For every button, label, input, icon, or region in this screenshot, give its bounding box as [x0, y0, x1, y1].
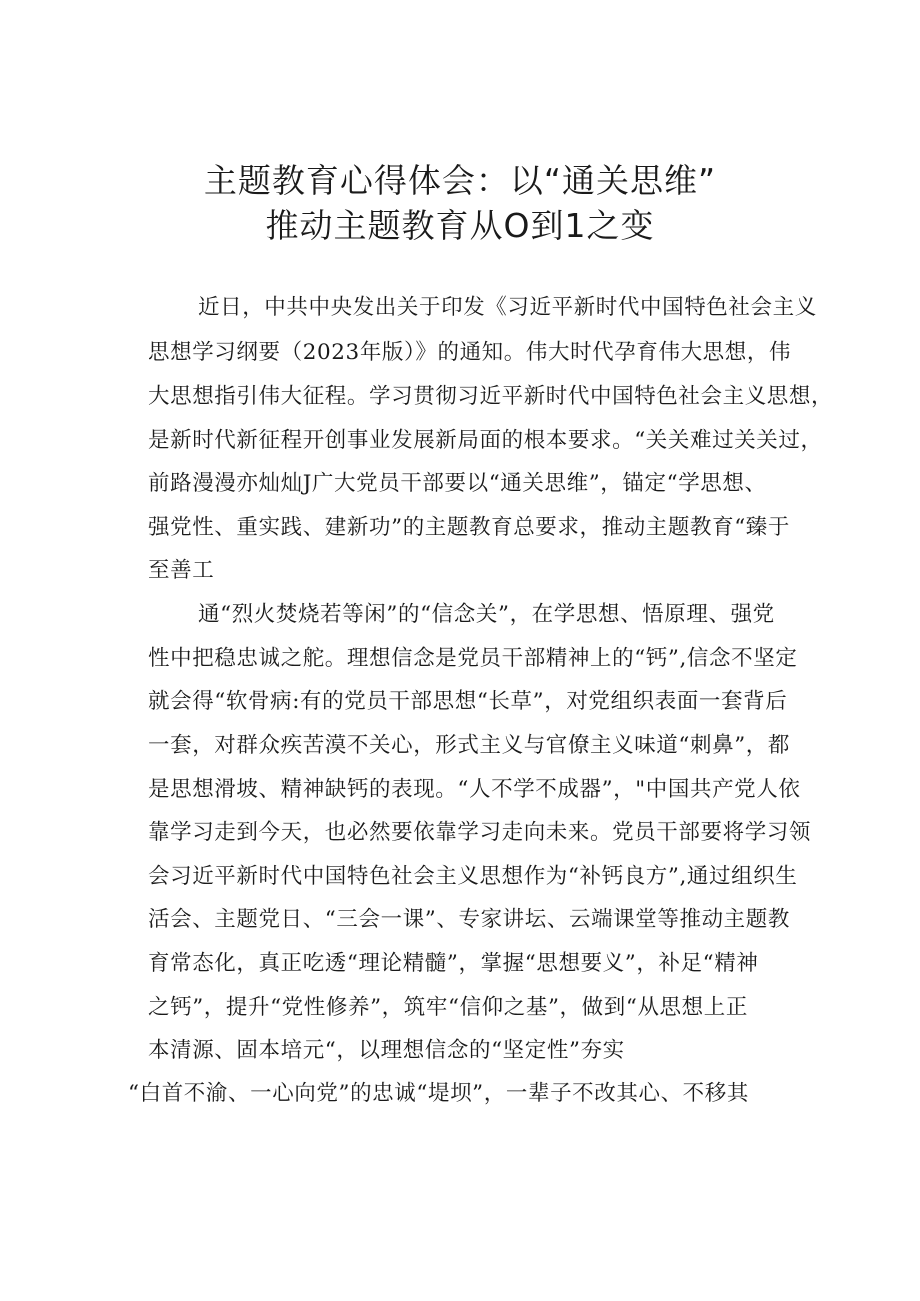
body-line: 活会、主题党日、“三会一课”、专家讲坛、云端课堂等推动主题教: [148, 907, 790, 932]
body-line: “白首不渝、一心向党”的忠诚“堤坝”，一辈子不改其心、不移其: [128, 1081, 749, 1106]
body-line: 之钙”，提升“党性修养”，筑牢“信仰之基”，做到“从思想上正: [148, 995, 748, 1020]
body-line: 是新时代新征程开创事业发展新局面的根本要求。“关关难过关关过，: [148, 428, 823, 453]
body-line: 至善工: [148, 558, 215, 583]
body-line: 近日，中共中央发出关于印发《习近平新时代中国特色社会主义: [198, 295, 817, 320]
document-title-line-2: 推动主题教育从O到1之变: [265, 206, 655, 245]
body-line: 育常态化，真正吃透“理论精髓”，掌握“思想要义”，补足“精神: [148, 951, 759, 976]
body-line: 本清源、固本培元“，以理想信念的“坚定性”夯实: [148, 1038, 625, 1063]
body-line: 一套，对群众疾苦漠不关心，形式主义与官僚主义味道“刺鼻”，都: [148, 733, 790, 758]
body-line: 性中把稳忠诚之舵。理想信念是党员干部精神上的“钙”,信念不坚定: [148, 646, 798, 671]
body-line: 靠学习走到今天，也必然要依靠学习走向未来。党员干部要将学习领: [148, 820, 812, 845]
body-line: 会习近平新时代中国特色社会主义思想作为“补钙良方”,通过组织生: [148, 864, 798, 889]
body-line: 是思想滑坡、精神缺钙的表现。“人不学不成器”，"中国共产党人依: [148, 777, 801, 802]
body-line: 就会得“软骨病:有的党员干部思想“长草”，对党组织表面一套背后: [148, 689, 788, 714]
body-line: 思想学习纲要（2023年版）》的通知。伟大时代孕育伟大思想，伟: [148, 340, 792, 365]
body-line: 前路漫漫亦灿灿J广大党员干部要以“通关思维”，锚定“学思想、: [148, 471, 767, 496]
body-line: 大思想指引伟大征程。学习贯彻习近平新时代中国特色社会主义思想，: [148, 384, 834, 409]
document-title-line-1: 主题教育心得体会：以“通关思维”: [203, 161, 717, 200]
body-line: 通“烈火焚烧若等闲”的“信念关”，在学思想、悟原理、强党: [198, 602, 775, 627]
body-line: 强党性、重实践、建新功”的主题教育总要求，推动主题教育“臻于: [148, 515, 790, 540]
